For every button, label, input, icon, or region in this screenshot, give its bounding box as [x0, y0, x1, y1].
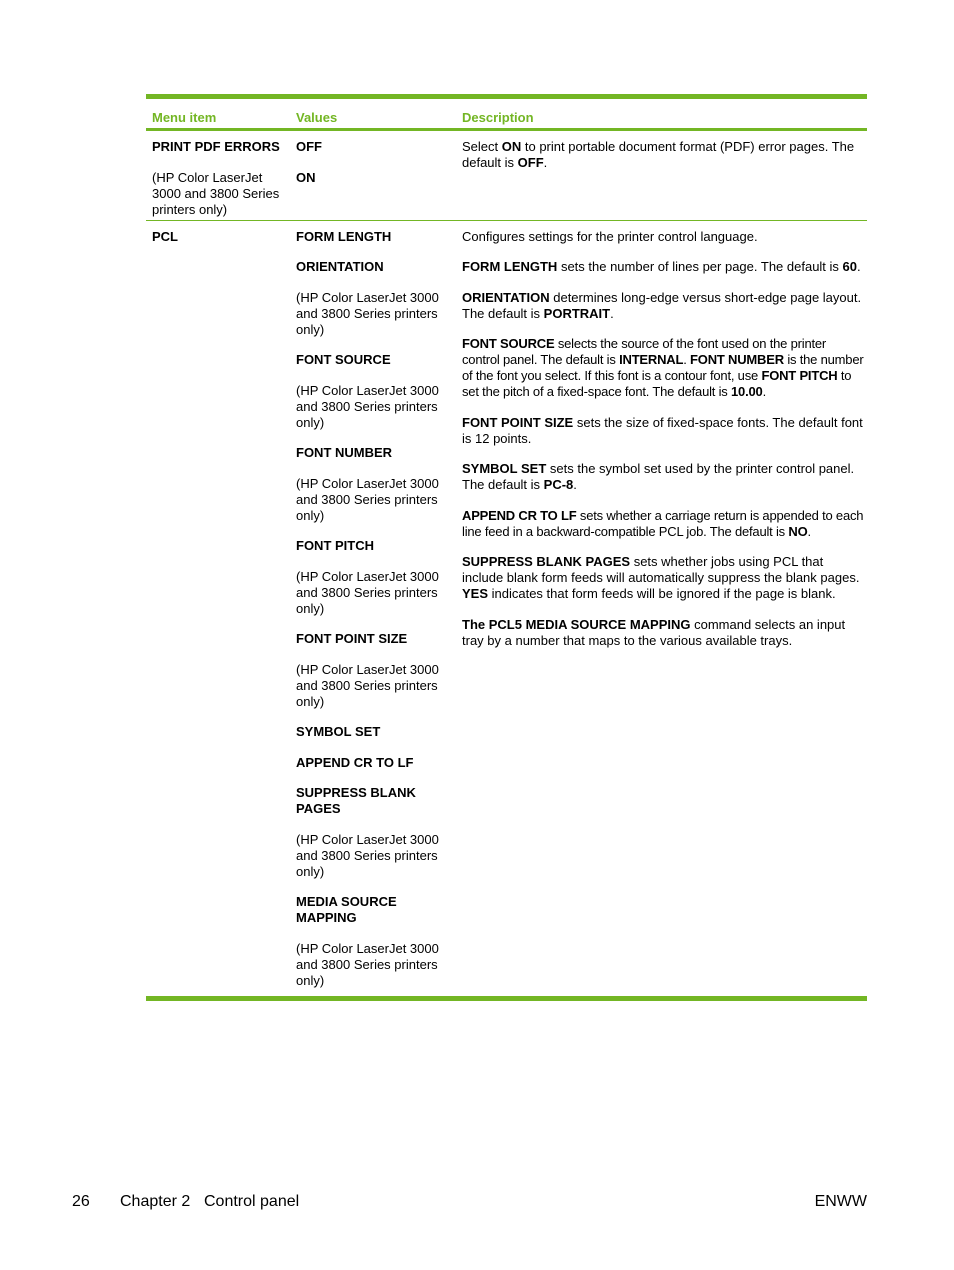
- description-paragraph: FONT SOURCE selects the source of the font used on the printer control panel. The default is INTERNAL. FONT NUMBER is the number of the font you select. If this font is a contour font, use FONT PITCH to set the pitch of a fixed-space font. The default is 10.00.: [462, 336, 864, 399]
- value-item: ON: [296, 170, 316, 185]
- footer-doc-code: ENWW: [814, 1193, 867, 1210]
- description-paragraph: Configures settings for the printer control language.: [462, 229, 758, 244]
- description-paragraph: FORM LENGTH sets the number of lines per page. The default is 60.: [462, 259, 861, 274]
- description-paragraph: Select ON to print portable document format (PDF) error pages. The default is OFF.: [462, 139, 855, 170]
- footer-section: Control panel: [204, 1193, 300, 1210]
- value-item: FONT NUMBER: [296, 445, 393, 460]
- value-item: FORM LENGTH: [296, 229, 392, 244]
- header-values: Values: [296, 110, 338, 125]
- table-row: [146, 131, 867, 220]
- values-cell: [296, 139, 446, 186]
- values-cell: [296, 229, 446, 989]
- value-item: OFF: [296, 139, 322, 154]
- description-paragraph: SYMBOL SET sets the symbol set used by the printer control panel. The default is PC-8.: [462, 461, 855, 492]
- settings-table: [146, 94, 867, 1001]
- description-cell: [462, 139, 867, 171]
- value-item: SUPPRESS BLANK PAGES: [296, 785, 416, 816]
- table-bottom-rule: [146, 996, 867, 1001]
- table-header: [146, 99, 867, 128]
- header-menu-item: Menu item: [152, 110, 217, 125]
- menu-item-cell: [152, 139, 288, 218]
- value-item: ORIENTATION: [296, 259, 384, 274]
- description-paragraph: SUPPRESS BLANK PAGES sets whether jobs using PCL that include blank form feeds will automatically suppress the blank pages. YES indicates that form feeds will be ignored if the page is blank.: [462, 554, 860, 601]
- menu-item-cell: [152, 229, 288, 245]
- description-paragraph: The PCL5 MEDIA SOURCE MAPPING command selects an input tray by a number that maps to the various available trays.: [462, 617, 846, 648]
- value-note: (HP Color LaserJet 3000 and 3800 Series printers only): [296, 569, 439, 616]
- value-item: FONT SOURCE: [296, 352, 391, 367]
- menu-item-label: PCL: [152, 229, 178, 244]
- table-row: [146, 221, 867, 996]
- description-paragraph: APPEND CR TO LF sets whether a carriage return is appended to each line feed in a backward-compatible PCL job. The default is NO.: [462, 508, 864, 539]
- header-description: Description: [462, 110, 534, 125]
- description-paragraph: FONT POINT SIZE sets the size of fixed-space fonts. The default font is 12 points.: [462, 415, 863, 446]
- value-note: (HP Color LaserJet 3000 and 3800 Series printers only): [296, 383, 439, 430]
- page-number: 26: [72, 1193, 90, 1210]
- value-note: (HP Color LaserJet 3000 and 3800 Series printers only): [296, 832, 439, 879]
- value-note: (HP Color LaserJet 3000 and 3800 Series printers only): [296, 476, 439, 523]
- value-note: (HP Color LaserJet 3000 and 3800 Series printers only): [296, 662, 439, 709]
- value-item: SYMBOL SET: [296, 724, 381, 739]
- value-item: FONT PITCH: [296, 538, 374, 553]
- description-cell: [462, 229, 867, 649]
- menu-item-label: PRINT PDF ERRORS: [152, 139, 280, 154]
- menu-item-note: (HP Color LaserJet 3000 and 3800 Series printers only): [152, 170, 280, 217]
- value-note: (HP Color LaserJet 3000 and 3800 Series printers only): [296, 941, 439, 988]
- value-note: (HP Color LaserJet 3000 and 3800 Series printers only): [296, 290, 439, 337]
- value-item: FONT POINT SIZE: [296, 631, 408, 646]
- footer-chapter: Chapter 2: [120, 1193, 191, 1210]
- description-paragraph: ORIENTATION determines long-edge versus short-edge page layout. The default is PORTRAIT.: [462, 290, 862, 321]
- value-item: APPEND CR TO LF: [296, 755, 414, 770]
- value-item: MEDIA SOURCE MAPPING: [296, 894, 397, 925]
